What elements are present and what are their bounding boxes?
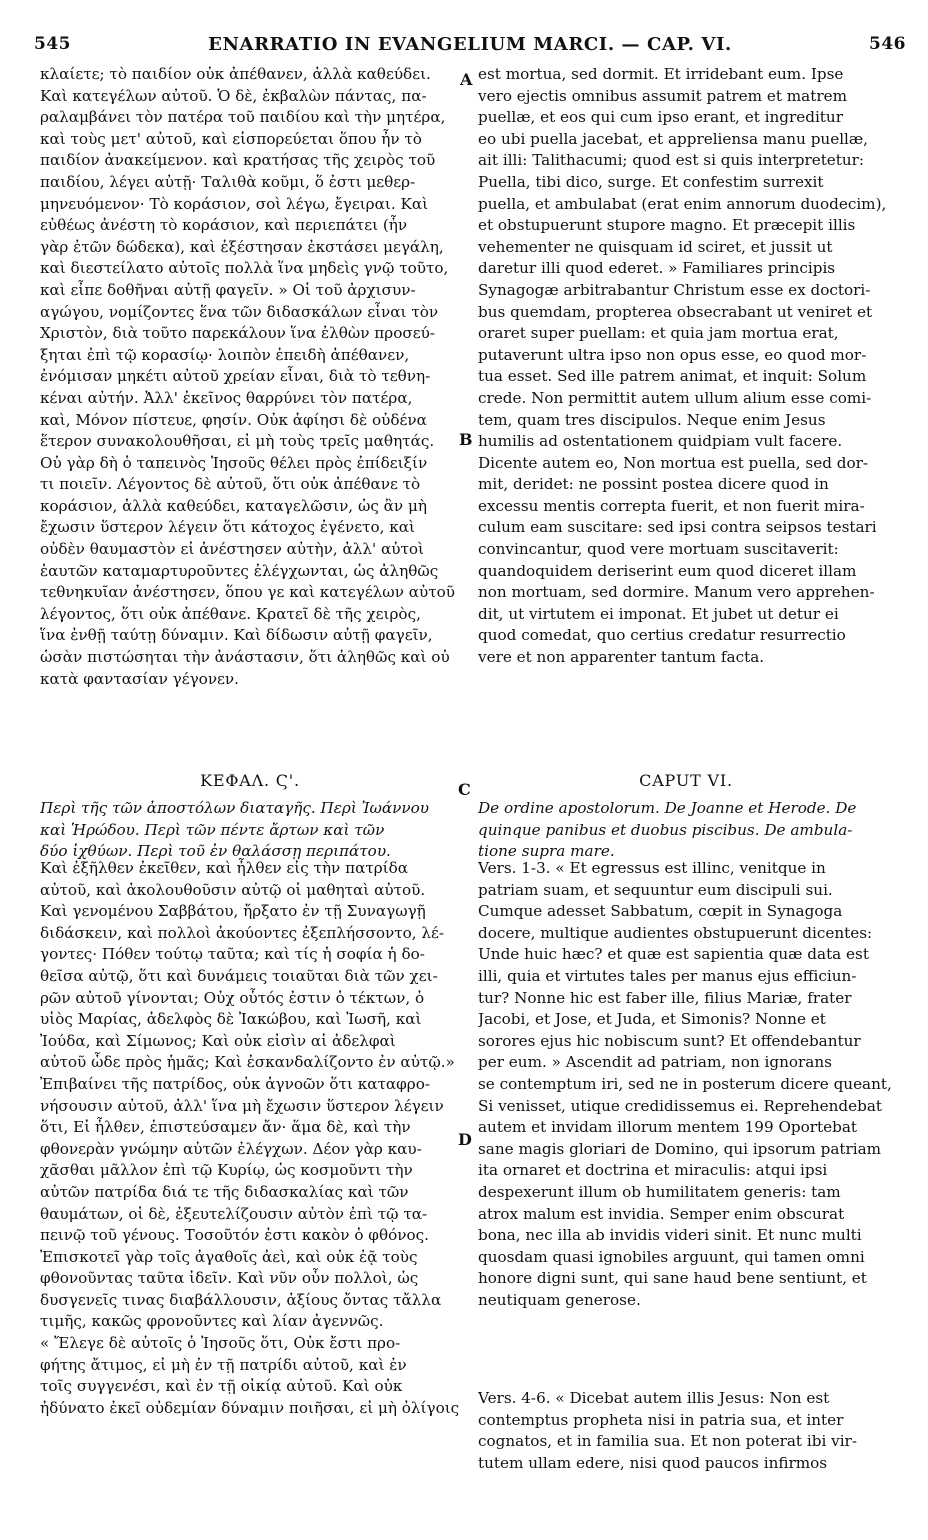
greek-text-line: καὶ εἶπε δοθῆναι αὐτῇ φαγεῖν. » Οἱ τοῦ ἀρχισυν- (40, 280, 416, 299)
latin-summary-line: quinque panibus et duobus piscibus. De ambula- (478, 820, 853, 839)
greek-text-line: εὐθέως ἀνέστη τὸ κοράσιον, καὶ περιεπάτει (ἦν (40, 216, 408, 235)
greek-text-line: τι ποιεῖν. Λέγοντος δὲ αὐτοῦ, ὅτι οὐκ ἀπέθανε τὸ (40, 475, 421, 494)
greek-text-line: χᾶσθαι μᾶλλον ἐπὶ τῷ Κυρίῳ, ὡς κοσμοῦντι τὴν (40, 1161, 413, 1180)
greek-text-line: μηνευόμενον· Τὸ κοράσιον, σοὶ λέγω, ἔγειραι. Καὶ (40, 194, 429, 213)
greek-text-line: τεθνηκυῖαν ἀνέστησεν, ὅπου γε καὶ κατεγέλων αὐτοῦ (40, 583, 456, 602)
greek-summary-line: Περὶ τῆς τῶν ἀποστόλων διαταγῆς. Περὶ Ἰωάννου (40, 799, 430, 817)
greek-summary-line: δύο ἰχθύων. Περὶ τοῦ ἐν θαλάσσῃ περιπάτου. (40, 842, 391, 861)
greek-text-line: κατὰ φαντασίαν γέγονεν. (40, 669, 239, 688)
latin-text-line: putaverunt ultra ipso non opus esse, eo quod mor- (478, 345, 867, 364)
greek-text-line: Καὶ κατεγέλων αὐτοῦ. Ὁ δὲ, ἐκβαλὼν πάντας, πα- (40, 86, 427, 105)
greek-text-line: « Ἔλεγε δὲ αὐτοῖς ὁ Ἰησοῦς ὅτι, Οὐκ ἔστι προ- (40, 1334, 401, 1353)
greek-text-line: ἔχωσιν ὕστερον λέγειν ὅτι κάτοχος ἐγένετο, καὶ (40, 518, 415, 537)
latin-text-line: neutiquam generose. (478, 1290, 641, 1309)
greek-text-line: παιδίον ἀνακείμενον. καὶ κρατήσας τῆς χειρὸς τοῦ (40, 151, 436, 170)
greek-text-line: Οὐ γὰρ δὴ ὁ ταπεινὸς Ἰησοῦς θέλει πρὸς ἐπίδειξίν (40, 453, 428, 472)
greek-text-line: τοῖς συγγενέσι, καὶ ἐν τῇ οἰκίᾳ αὐτοῦ. Καὶ οὐκ (40, 1377, 403, 1396)
page-number-left: 545 (34, 34, 71, 54)
latin-text-line: puella, et ambulabat (erat enim annorum duodecim), (478, 194, 887, 213)
greek-text-line: καὶ, Μόνον πίστευε, φησίν. Οὐκ ἀφίησι δὲ οὐδένα (40, 410, 427, 429)
latin-text-line: Si venisset, utique credidissemus ei. Reprehendebat (478, 1096, 883, 1115)
latin-text-line: patriam suam, et sequuntur eum discipuli sui. (478, 880, 833, 899)
latin-text-line: Unde huic hæc? et quæ est sapientia quæ data est (478, 945, 869, 964)
latin-text-line: autem et invidam illorum mentem 199 Oportebat (478, 1118, 857, 1137)
greek-text-line: κοράσιον, ἀλλὰ καθεύδει, καταγελῶσιν, ὡς ἂν μὴ (40, 496, 427, 515)
latin-text-line: est mortua, sed dormit. Et irridebant eum. Ipse (478, 65, 844, 83)
greek-text-line: αὐτῶν πατρίδα διά τε τῆς διδασκαλίας καὶ τῶν (40, 1182, 409, 1201)
latin-text-line: dit, ut virtutem ei imponat. Et jubet ut detur ei (478, 604, 839, 623)
greek-text-line: κλαίετε; τὸ παιδίον οὐκ ἀπέθανεν, ἀλλὰ καθεύδει. (40, 65, 431, 83)
greek-text-line: Καὶ ἐξῆλθεν ἐκεῖθεν, καὶ ἦλθεν εἰς τὴν πατρίδα (40, 859, 409, 877)
greek-text-line: ὅτι, Εἰ ἦλθεν, ἐπιστεύσαμεν ἄν· ἅμα δὲ, καὶ τὴν (40, 1118, 411, 1137)
margin-letter-b: B (459, 430, 473, 449)
greek-text-line: τιμῆς, κακῶς φρονοῦντες καὶ λίαν ἀγεννῶς. (40, 1312, 384, 1331)
latin-text-line: et obstupuerunt stupore magno. Et præcepit illis (478, 216, 856, 235)
greek-column-bottom (40, 858, 460, 1419)
latin-column-bottom-2 (478, 1388, 894, 1474)
latin-text-line: Vers. 1-3. « Et egressus est illinc, venitque in (478, 859, 826, 877)
latin-text-line: puellæ, et eos qui cum ipso erant, et ingreditur (478, 108, 843, 127)
running-title: ENARRATIO IN EVANGELIUM MARCI. — CAP. VI. (208, 34, 732, 55)
latin-column-bottom (478, 858, 894, 1311)
greek-text-line: Χριστὸν, διὰ τοῦτο παρεκάλουν ἵνα ἐλθὼν προσεύ- (40, 324, 435, 343)
latin-text-line: vere et non apparenter tantum facta. (478, 648, 765, 667)
latin-text-line: Puella, tibi dico, surge. Et confestim surrexit (478, 172, 824, 191)
latin-text-line: oraret super puellam: et quia jam mortua erat, (478, 324, 839, 343)
latin-text-line: quandoquidem deriserint eum quod diceret illam (478, 561, 857, 580)
latin-text-line: crede. Non permittit autem ullum alium esse comi- (478, 388, 872, 407)
greek-text-line: Ἐπισκοτεῖ γὰρ τοῖς ἀγαθοῖς ἀεὶ, καὶ οὐκ ἐᾷ τοὺς (40, 1247, 418, 1266)
latin-text-line: tem, quam tres discipulos. Neque enim Jesus (478, 410, 826, 429)
latin-text-line: Dicente autem eo, Non mortua est puella, sed dor- (478, 453, 869, 472)
latin-text-line: quod comedat, quo certius credatur resurrectio (478, 626, 846, 645)
latin-text-line: non mortuam, sed dormire. Manum vero apprehen- (478, 583, 875, 602)
latin-text-line: mit, deridet: ne possint postea dicere quod in (478, 475, 829, 494)
greek-text-line: κέναι αὐτήν. Ἀλλ' ἐκεῖνος θαρρύνει τὸν πατέρα, (40, 388, 413, 407)
greek-text-line: θεῖσα αὐτῷ, ὅτι καὶ δυνάμεις τοιαῦται διὰ τῶν χει- (40, 966, 438, 985)
latin-text-line: Vers. 4-6. « Dicebat autem illis Jesus: Non est (478, 1389, 830, 1407)
latin-text-line: quosdam quasi ignobiles arguunt, qui tamen omni (478, 1247, 865, 1266)
latin-text-line: tur? Nonne hic est faber ille, filius Mariæ, frater (478, 988, 852, 1007)
greek-text-line: αὐτοῦ ὧδε πρὸς ἡμᾶς; Καὶ ἐσκανδαλίζοντο ἐν αὐτῷ.» (40, 1053, 455, 1072)
greek-text-line: ρῶν αὐτοῦ γίνονται; Οὐχ οὗτός ἐστιν ὁ τέκτων, ὁ (40, 988, 425, 1007)
latin-text-line: atrox malum est invidia. Semper enim obscurat (478, 1204, 845, 1223)
greek-text-line: ξηται ἐπὶ τῷ κορασίῳ· λοιπὸν ἐπειδὴ ἀπέθανεν, (40, 345, 410, 364)
latin-text-line: tutem ullam edere, nisi quod paucos infirmos (478, 1453, 828, 1472)
latin-text-line: sorores ejus hic nobiscum sunt? Et offendebantur (478, 1031, 861, 1050)
latin-text-line: ait illi: Talithacumi; quod est si quis interpretetur: (478, 151, 865, 170)
latin-chapter-block (478, 768, 894, 863)
greek-text-line: ἕτερον συνακολουθῆσαι, εἰ μὴ τοὺς τρεῖς μαθητάς. (40, 432, 435, 451)
greek-chapter-block (40, 768, 460, 863)
greek-text-line: ὡσὰν πιστώσηται τὴν ἀνάστασιν, ὅτι ἀληθῶς καὶ οὐ (40, 648, 450, 667)
greek-text-line: νήσουσιν αὐτοῦ, ἀλλ' ἵνα μὴ ἔχωσιν ὕστερον λέγειν (40, 1096, 444, 1115)
latin-text-line: daretur illi quod ederet. » Familiares principis (478, 259, 836, 278)
latin-text-line: despexerunt illum ob humilitatem generis: tam (478, 1182, 841, 1201)
greek-summary-line: καὶ Ἡρώδου. Περὶ τῶν πέντε ἄρτων καὶ τῶν (40, 820, 385, 839)
latin-text-line: vehementer ne quisquam id sciret, et jussit ut (478, 237, 833, 256)
latin-text-line: convincantur, quod vere mortuam suscitaverit: (478, 540, 839, 559)
margin-letter-c: C (458, 780, 471, 799)
latin-summary-line: De ordine apostolorum. De Joanne et Herode. De (478, 799, 857, 817)
greek-text-line: δυσγενεῖς τινας διαβάλλουσιν, ἀξίους ὄντας τἄλλα (40, 1290, 442, 1309)
greek-text-line: φήτης ἄτιμος, εἰ μὴ ἐν τῇ πατρίδι αὐτοῦ, καὶ ἐν (40, 1355, 407, 1374)
latin-text-line: honore digni sunt, qui sane haud bene sentiunt, et (478, 1269, 867, 1288)
latin-text-line: cognatos, et in familia sua. Et non poterat ibi vir- (478, 1432, 857, 1451)
greek-text-line: φθονοῦντας ταῦτα ἰδεῖν. Καὶ νῦν οὖν πολλοὶ, ὡς (40, 1269, 419, 1288)
latin-text-line: Synagogæ arbitrabantur Christum esse ex doctori- (478, 280, 871, 299)
latin-text-line: sane magis gloriari de Domino, qui ipsorum patriam (478, 1139, 882, 1158)
greek-text-line: υἱὸς Μαρίας, ἀδελφὸς δὲ Ἰακώβου, καὶ Ἰωσῆ, καὶ (40, 1010, 422, 1029)
greek-column-top (40, 64, 460, 690)
greek-text-line: αὐτοῦ, καὶ ἀκολουθοῦσιν αὐτῷ οἱ μαθηταὶ αὐτοῦ. (40, 880, 426, 899)
greek-text-line: αγώγου, νομίζοντες ἕνα τῶν διδασκάλων εἶναι τὸν (40, 302, 439, 321)
latin-text-line: tua esset. Sed ille patrem animat, et inquit: Solum (478, 367, 867, 386)
latin-text-line: ita ornaret et doctrina et miraculis: atqui ipsi (478, 1161, 828, 1180)
greek-text-line: Καὶ γενομένου Σαββάτου, ἤρξατο ἐν τῇ Συναγωγῇ (40, 902, 426, 921)
latin-summary-line: tione supra mare. (478, 842, 615, 861)
greek-chapter-summary (40, 798, 460, 863)
margin-letter-d: D (458, 1130, 472, 1149)
latin-text-line: excessu mentis correpta fuerit, et non fuerit mira- (478, 496, 865, 515)
latin-text-line: Jacobi, et Jose, et Juda, et Simonis? Nonne et (478, 1010, 826, 1029)
running-header (34, 34, 906, 64)
greek-text-line: γὰρ ἐτῶν δώδεκα), καὶ ἐξέστησαν ἐκστάσει μεγάλη, (40, 237, 444, 256)
latin-text-line: vero ejectis omnibus assumit patrem et matrem (478, 86, 847, 105)
latin-chapter-heading: CAPUT VI. (639, 771, 733, 790)
greek-text-line: φθονερὰν γνώμην αὐτῶν ἐλέγχων. Δέον γὰρ καυ- (40, 1139, 422, 1158)
latin-text-line: eo ubi puella jacebat, et appreliensa manu puellæ, (478, 129, 869, 148)
greek-text-line: πεινῷ τοῦ γένους. Τοσοῦτόν ἐστι κακὸν ὁ φθόνος. (40, 1226, 429, 1245)
greek-chapter-heading: ΚΕΦΑΛ. Ϛ'. (200, 771, 300, 790)
greek-text-line: λέγοντος, ὅτι οὐκ ἀπέθανε. Κρατεῖ δὲ τῆς χειρὸς, (40, 604, 421, 623)
greek-text-line: ραλαμβάνει τὸν πατέρα τοῦ παιδίου καὶ τὴν μητέρα, (40, 108, 446, 127)
greek-text-line: ἠδύνατο ἐκεῖ οὐδεμίαν δύναμιν ποιῆσαι, εἰ μὴ ὀλίγοις (40, 1398, 460, 1417)
greek-text-line: ἑαυτῶν καταμαρτυροῦντες ἐλέγχωνται, ὡς ἀληθῶς (40, 561, 439, 580)
page-number-right: 546 (869, 34, 906, 54)
greek-text-line: καὶ διεστείλατο αὐτοῖς πολλὰ ἵνα μηδεὶς γνῷ τοῦτο, (40, 259, 449, 278)
latin-text-line: illi, quia et virtutes tales per manus ejus efficiun- (478, 966, 857, 985)
greek-text-line: καὶ τοὺς μετ' αὐτοῦ, καὶ εἰσπορεύεται ὅπου ἦν τὸ (40, 129, 422, 148)
latin-text-line: humilis ad ostentationem quidpiam vult facere. (478, 432, 843, 451)
latin-text-line: bus quemdam, propterea obsecrabant ut veniret et (478, 302, 873, 321)
greek-text-line: διδάσκειν, καὶ πολλοὶ ἀκούοντες ἐξεπλήσσοντο, λέ- (40, 923, 445, 942)
latin-chapter-summary (478, 798, 894, 863)
latin-text-line: culum eam suscitare: sed ipsi contra seipsos testari (478, 518, 877, 537)
latin-text-line: se contemptum iri, sed ne in posterum dicere queant, (478, 1074, 892, 1093)
margin-letter-a: A (460, 70, 473, 89)
greek-text-line: γοντες· Πόθεν τούτῳ ταῦτα; καὶ τίς ἡ σοφία ἡ δο- (40, 945, 425, 964)
greek-text-line: ἐνόμισαν μηκέτι αὐτοῦ χρείαν εἶναι, διὰ τὸ τεθνη- (40, 367, 431, 386)
greek-text-line: οὐδὲν θαυμαστὸν εἰ ἀνέστησεν αὐτὴν, ἀλλ' αὐτοὶ (40, 540, 425, 559)
greek-text-line: Ἐπιβαίνει τῆς πατρίδος, οὐκ ἀγνοῶν ὅτι καταφρο- (40, 1074, 430, 1093)
latin-column-top (478, 64, 894, 669)
latin-text-line: bona, nec illa ab invidis videri sinit. Et nunc multi (478, 1226, 862, 1245)
latin-text-line: per eum. » Ascendit ad patriam, non ignorans (478, 1053, 832, 1072)
greek-text-line: θαυμάτων, οἱ δὲ, ἐξευτελίζουσιν αὐτὸν ἐπὶ τῷ τα- (40, 1204, 428, 1223)
greek-text-line: Ἰούδα, καὶ Σίμωνος; Καὶ οὐκ εἰσὶν αἱ ἀδελφαὶ (40, 1031, 396, 1050)
greek-text-line: παιδίου, λέγει αὐτῇ· Ταλιθὰ κοῦμι, ὅ ἐστι μεθερ- (40, 172, 416, 191)
latin-text-line: docere, multique audientes obstupuerunt dicentes: (478, 923, 873, 942)
latin-text-line: Cumque adesset Sabbatum, cœpit in Synagoga (478, 902, 843, 921)
latin-text-line: contemptus propheta nisi in patria sua, et inter (478, 1410, 844, 1429)
greek-text-line: ἵνα ἐνθῇ ταύτῃ δύναμιν. Καὶ δίδωσιν αὐτῇ φαγεῖν, (40, 626, 433, 645)
